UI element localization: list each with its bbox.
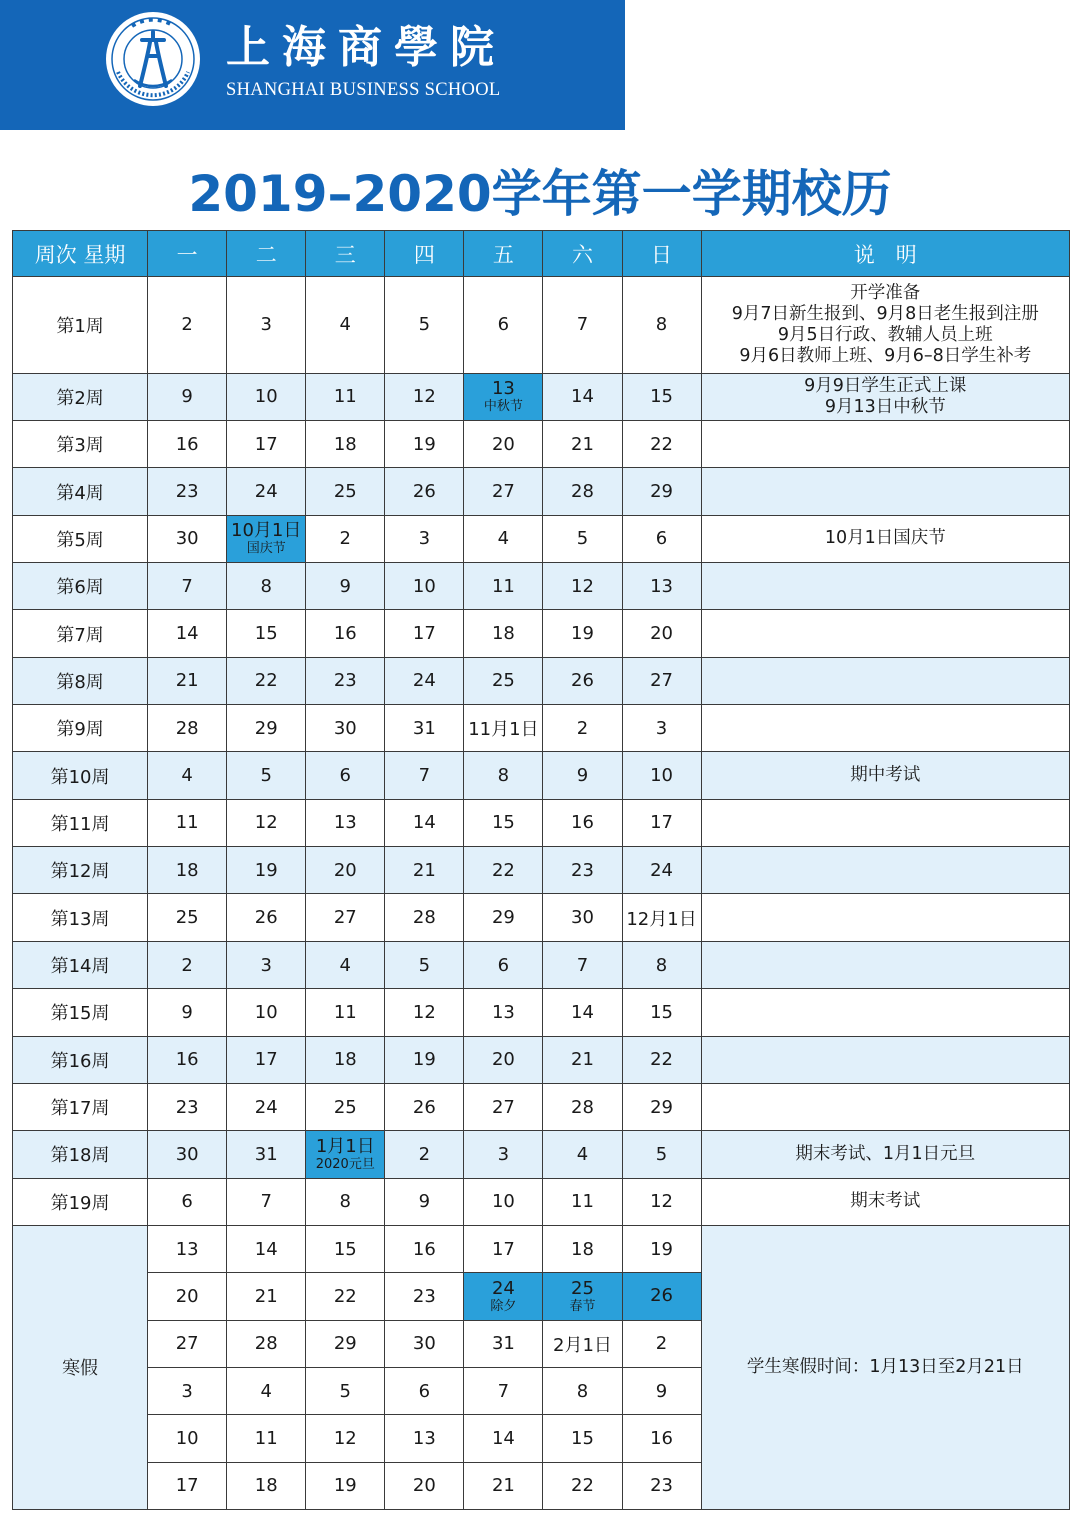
day-cell: 22 <box>622 1036 701 1083</box>
day-cell: 30 <box>543 894 622 941</box>
day-cell: 13 <box>148 1225 227 1272</box>
week-note <box>701 610 1069 657</box>
day-number: 1月1日 <box>315 1135 375 1157</box>
day-cell: 22 <box>227 657 306 704</box>
day-cell: 5 <box>385 277 464 374</box>
day-cell: 28 <box>543 1083 622 1130</box>
day-cell: 13 <box>622 563 701 610</box>
day-cell: 26 <box>227 894 306 941</box>
day-cell: 17 <box>227 421 306 468</box>
week-note <box>701 373 1069 420</box>
day-cell: 5 <box>543 515 622 562</box>
day-cell: 7 <box>148 563 227 610</box>
day-cell: 10 <box>227 373 306 420</box>
week-note <box>701 847 1069 894</box>
week-label: 第16周 <box>13 1036 148 1083</box>
note-line: 开学准备 <box>850 282 921 303</box>
week-label: 第9周 <box>13 705 148 752</box>
week-row <box>13 799 1070 846</box>
day-cell: 23 <box>622 1462 701 1509</box>
week-label: 第2周 <box>13 373 148 420</box>
day-cell: 10 <box>622 752 701 799</box>
day-cell: 15 <box>306 1225 385 1272</box>
day-cell: 24 <box>227 1083 306 1130</box>
week-note <box>701 1131 1069 1178</box>
day-cell: 8 <box>306 1178 385 1225</box>
note-line: 期末考试、1月1日元旦 <box>795 1143 976 1164</box>
day-number: 10月1日 <box>231 520 302 542</box>
header-weekday: 六 <box>543 231 622 277</box>
day-cell: 9 <box>622 1367 701 1414</box>
week-row <box>13 941 1070 988</box>
day-cell: 28 <box>227 1320 306 1367</box>
day-number: 13 <box>491 378 515 400</box>
header-weekday: 五 <box>464 231 543 277</box>
day-cell: 19 <box>622 1225 701 1272</box>
holiday-day-cell <box>622 1273 701 1320</box>
header-banner <box>0 0 625 130</box>
holiday-day-cell <box>464 373 543 420</box>
day-cell: 31 <box>227 1131 306 1178</box>
day-cell: 30 <box>306 705 385 752</box>
week-row <box>13 989 1070 1036</box>
day-cell: 20 <box>464 1036 543 1083</box>
day-cell: 16 <box>306 610 385 657</box>
day-cell: 16 <box>385 1225 464 1272</box>
week-row <box>13 894 1070 941</box>
day-cell: 10 <box>148 1415 227 1462</box>
day-cell: 17 <box>464 1225 543 1272</box>
day-cell: 22 <box>306 1273 385 1320</box>
day-cell: 27 <box>622 657 701 704</box>
note-line: 10月1日国庆节 <box>824 528 946 549</box>
day-cell: 18 <box>306 1036 385 1083</box>
day-cell: 31 <box>385 705 464 752</box>
day-cell: 29 <box>622 1083 701 1130</box>
day-cell: 14 <box>148 610 227 657</box>
day-cell: 20 <box>622 610 701 657</box>
week-note <box>701 515 1069 562</box>
week-label: 第7周 <box>13 610 148 657</box>
day-cell: 18 <box>148 847 227 894</box>
note-line: 9月7日新生报到、9月8日老生报到注册 <box>731 303 1039 324</box>
day-cell: 21 <box>227 1273 306 1320</box>
day-cell: 8 <box>622 941 701 988</box>
header-weekday: 四 <box>385 231 464 277</box>
week-label: 第4周 <box>13 468 148 515</box>
day-cell: 24 <box>385 657 464 704</box>
day-cell: 19 <box>306 1462 385 1509</box>
day-cell: 25 <box>464 657 543 704</box>
day-cell: 27 <box>148 1320 227 1367</box>
day-cell: 4 <box>306 277 385 374</box>
holiday-day-cell <box>543 1273 622 1320</box>
day-cell: 21 <box>543 1036 622 1083</box>
day-cell: 27 <box>306 894 385 941</box>
day-cell: 7 <box>543 941 622 988</box>
day-cell: 2 <box>543 705 622 752</box>
week-label: 第5周 <box>13 515 148 562</box>
day-cell: 15 <box>543 1415 622 1462</box>
day-cell: 8 <box>464 752 543 799</box>
day-cell: 12 <box>385 989 464 1036</box>
day-cell: 30 <box>148 1131 227 1178</box>
week-label: 第8周 <box>13 657 148 704</box>
day-cell: 10 <box>227 989 306 1036</box>
note-line: 9月9日学生正式上课 <box>804 375 967 396</box>
day-cell: 14 <box>227 1225 306 1272</box>
week-label: 第1周 <box>13 277 148 374</box>
header-weekday: 三 <box>306 231 385 277</box>
week-note <box>701 894 1069 941</box>
day-cell: 21 <box>464 1462 543 1509</box>
day-cell: 2 <box>148 277 227 374</box>
day-cell: 8 <box>227 563 306 610</box>
day-number: 26 <box>650 1285 673 1307</box>
day-cell: 17 <box>148 1462 227 1509</box>
day-cell: 11 <box>464 563 543 610</box>
day-cell: 7 <box>385 752 464 799</box>
day-cell: 3 <box>464 1131 543 1178</box>
day-cell: 17 <box>385 610 464 657</box>
day-cell: 5 <box>306 1367 385 1414</box>
day-cell: 22 <box>543 1462 622 1509</box>
day-cell: 27 <box>464 1083 543 1130</box>
day-cell: 19 <box>385 421 464 468</box>
day-cell: 19 <box>543 610 622 657</box>
day-cell: 4 <box>306 941 385 988</box>
week-row <box>13 421 1070 468</box>
day-cell: 11 <box>227 1415 306 1462</box>
day-cell: 18 <box>543 1225 622 1272</box>
note-line: 9月13日中秋节 <box>824 396 946 417</box>
day-cell: 12 <box>543 563 622 610</box>
school-calendar-table <box>12 230 1070 1510</box>
day-cell: 11月1日 <box>464 705 543 752</box>
day-cell: 7 <box>227 1178 306 1225</box>
day-cell: 4 <box>148 752 227 799</box>
holiday-day-cell <box>227 515 306 562</box>
week-row <box>13 1083 1070 1130</box>
week-row <box>13 1131 1070 1178</box>
day-cell: 31 <box>464 1320 543 1367</box>
day-cell: 18 <box>306 421 385 468</box>
header-week-weekday: 周次 星期 <box>13 231 148 277</box>
header-notes: 说 明 <box>701 231 1069 277</box>
holiday-day-cell <box>464 1273 543 1320</box>
day-cell: 6 <box>622 515 701 562</box>
day-cell: 25 <box>148 894 227 941</box>
week-row <box>13 847 1070 894</box>
day-cell: 20 <box>306 847 385 894</box>
week-note <box>701 421 1069 468</box>
day-cell: 21 <box>148 657 227 704</box>
holiday-label: 2020元旦 <box>315 1156 375 1172</box>
day-cell: 7 <box>543 277 622 374</box>
day-cell: 4 <box>464 515 543 562</box>
day-cell: 23 <box>148 468 227 515</box>
week-label: 第18周 <box>13 1131 148 1178</box>
day-cell: 12 <box>227 799 306 846</box>
week-label: 第10周 <box>13 752 148 799</box>
day-cell: 23 <box>385 1273 464 1320</box>
day-cell: 3 <box>227 277 306 374</box>
day-cell: 29 <box>306 1320 385 1367</box>
header-weekday: 二 <box>227 231 306 277</box>
day-cell: 14 <box>543 373 622 420</box>
week-label: 第14周 <box>13 941 148 988</box>
day-cell: 15 <box>622 989 701 1036</box>
day-cell: 3 <box>227 941 306 988</box>
day-cell: 12 <box>385 373 464 420</box>
day-cell: 25 <box>306 1083 385 1130</box>
note-line: 期中考试 <box>850 765 921 786</box>
day-cell: 20 <box>385 1462 464 1509</box>
day-cell: 2 <box>622 1320 701 1367</box>
day-cell: 15 <box>622 373 701 420</box>
day-number: 24 <box>491 1277 515 1299</box>
day-cell: 9 <box>148 373 227 420</box>
day-cell: 11 <box>543 1178 622 1225</box>
day-cell: 19 <box>385 1036 464 1083</box>
day-cell: 22 <box>464 847 543 894</box>
day-cell: 14 <box>543 989 622 1036</box>
week-note <box>701 799 1069 846</box>
day-cell: 29 <box>622 468 701 515</box>
day-cell: 9 <box>543 752 622 799</box>
week-row <box>13 705 1070 752</box>
week-label: 第19周 <box>13 1178 148 1225</box>
week-label: 第17周 <box>13 1083 148 1130</box>
week-note <box>701 941 1069 988</box>
day-cell: 28 <box>148 705 227 752</box>
day-cell: 23 <box>306 657 385 704</box>
day-cell: 27 <box>464 468 543 515</box>
winter-break-label: 寒假 <box>13 1225 148 1509</box>
day-cell: 9 <box>306 563 385 610</box>
week-note <box>701 277 1069 374</box>
day-cell: 21 <box>543 421 622 468</box>
day-cell: 18 <box>227 1462 306 1509</box>
day-cell: 11 <box>306 989 385 1036</box>
day-cell: 10 <box>464 1178 543 1225</box>
day-cell: 26 <box>385 1083 464 1130</box>
holiday-label: 春节 <box>569 1298 596 1314</box>
week-label: 第11周 <box>13 799 148 846</box>
note-line: 9月5日行政、教辅人员上班 <box>777 324 993 345</box>
day-cell: 24 <box>622 847 701 894</box>
school-name-cn: 上海商學院 <box>226 22 506 73</box>
day-cell: 21 <box>385 847 464 894</box>
day-cell: 5 <box>622 1131 701 1178</box>
week-note <box>701 1178 1069 1225</box>
header-row <box>13 231 1070 277</box>
school-logo-seal <box>104 10 202 108</box>
header-weekday: 一 <box>148 231 227 277</box>
week-label: 第3周 <box>13 421 148 468</box>
day-cell: 4 <box>227 1367 306 1414</box>
day-cell: 15 <box>464 799 543 846</box>
day-cell: 17 <box>622 799 701 846</box>
day-cell: 13 <box>464 989 543 1036</box>
day-cell: 26 <box>385 468 464 515</box>
day-cell: 2 <box>148 941 227 988</box>
day-cell: 2月1日 <box>543 1320 622 1367</box>
week-note <box>701 705 1069 752</box>
winter-break-row <box>13 1225 1070 1272</box>
day-cell: 13 <box>385 1415 464 1462</box>
day-number: 25 <box>571 1277 594 1299</box>
day-cell: 23 <box>543 847 622 894</box>
week-row <box>13 277 1070 374</box>
day-cell: 6 <box>306 752 385 799</box>
week-note <box>701 563 1069 610</box>
week-note <box>701 752 1069 799</box>
day-cell: 11 <box>306 373 385 420</box>
day-cell: 14 <box>385 799 464 846</box>
day-cell: 30 <box>148 515 227 562</box>
note-line: 9月6日教师上班、9月6–8日学生补考 <box>739 345 1032 366</box>
week-row <box>13 1036 1070 1083</box>
day-cell: 22 <box>622 421 701 468</box>
day-cell: 3 <box>148 1367 227 1414</box>
holiday-label: 中秋节 <box>483 399 523 415</box>
day-cell: 11 <box>148 799 227 846</box>
week-note <box>701 1083 1069 1130</box>
day-cell: 5 <box>385 941 464 988</box>
day-cell: 3 <box>622 705 701 752</box>
winter-break-note: 学生寒假时间：1月13日至2月21日 <box>701 1225 1069 1509</box>
week-row <box>13 1178 1070 1225</box>
day-cell: 7 <box>464 1367 543 1414</box>
day-cell: 20 <box>148 1273 227 1320</box>
day-cell: 6 <box>148 1178 227 1225</box>
day-cell: 25 <box>306 468 385 515</box>
day-cell: 29 <box>227 705 306 752</box>
day-cell: 8 <box>622 277 701 374</box>
day-cell: 12 <box>622 1178 701 1225</box>
week-label: 第6周 <box>13 563 148 610</box>
week-row <box>13 610 1070 657</box>
week-row <box>13 373 1070 420</box>
day-cell: 8 <box>543 1367 622 1414</box>
week-row <box>13 563 1070 610</box>
week-label: 第13周 <box>13 894 148 941</box>
note-line: 期末考试 <box>850 1191 921 1212</box>
day-cell: 16 <box>148 1036 227 1083</box>
holiday-day-cell <box>306 1131 385 1178</box>
day-cell: 23 <box>148 1083 227 1130</box>
week-row <box>13 468 1070 515</box>
day-cell: 6 <box>464 941 543 988</box>
day-cell: 16 <box>148 421 227 468</box>
day-cell: 24 <box>227 468 306 515</box>
day-cell: 3 <box>385 515 464 562</box>
day-cell: 14 <box>464 1415 543 1462</box>
day-cell: 20 <box>464 421 543 468</box>
week-note <box>701 657 1069 704</box>
week-row <box>13 515 1070 562</box>
week-note <box>701 989 1069 1036</box>
week-note <box>701 1036 1069 1083</box>
day-cell: 15 <box>227 610 306 657</box>
day-cell: 29 <box>464 894 543 941</box>
day-cell: 2 <box>385 1131 464 1178</box>
page-title: 2019–2020学年第一学期校历 <box>188 165 892 223</box>
day-cell: 10 <box>385 563 464 610</box>
holiday-label: 除夕 <box>490 1298 517 1314</box>
day-cell: 16 <box>543 799 622 846</box>
day-cell: 9 <box>385 1178 464 1225</box>
week-row <box>13 752 1070 799</box>
day-cell: 6 <box>464 277 543 374</box>
header-weekday: 日 <box>622 231 701 277</box>
holiday-label: 国庆节 <box>246 541 286 557</box>
day-cell: 12 <box>306 1415 385 1462</box>
day-cell: 13 <box>306 799 385 846</box>
day-cell: 2 <box>306 515 385 562</box>
day-cell: 12月1日 <box>622 894 701 941</box>
day-cell: 5 <box>227 752 306 799</box>
day-cell: 28 <box>385 894 464 941</box>
day-cell: 28 <box>543 468 622 515</box>
day-cell: 19 <box>227 847 306 894</box>
day-cell: 26 <box>543 657 622 704</box>
day-cell: 16 <box>622 1415 701 1462</box>
day-cell: 18 <box>464 610 543 657</box>
school-name-en: SHANGHAI BUSINESS SCHOOL <box>226 80 501 100</box>
day-cell: 6 <box>385 1367 464 1414</box>
week-label: 第15周 <box>13 989 148 1036</box>
week-label: 第12周 <box>13 847 148 894</box>
week-row <box>13 657 1070 704</box>
week-note <box>701 468 1069 515</box>
day-cell: 17 <box>227 1036 306 1083</box>
day-cell: 9 <box>148 989 227 1036</box>
day-cell: 30 <box>385 1320 464 1367</box>
day-cell: 4 <box>543 1131 622 1178</box>
